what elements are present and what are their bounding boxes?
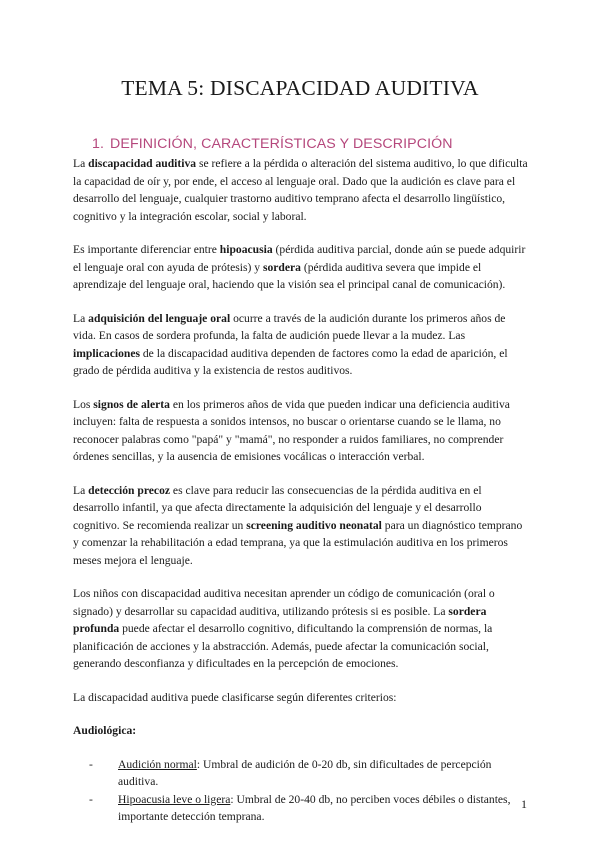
classification-list [73, 756, 530, 826]
text-run: La [73, 311, 89, 325]
paragraph-hipoacusia-sordera [73, 241, 530, 294]
bold-term: detección precoz [88, 483, 171, 497]
list-term: Audición normal [118, 757, 197, 771]
bold-term: sordera [262, 260, 301, 274]
body-text [73, 155, 530, 826]
text-run: es clave para reducir las consecuencias de la pérdida auditiva en el desarrollo infantil, ya que afecta directamente la adquisición del lenguaje y el desarrollo cognitivo. Se recomienda realizar un [73, 483, 482, 532]
paragraph-definition [73, 155, 530, 225]
bold-term: adquisición del lenguaje oral [88, 311, 231, 325]
text-run: se refiere a la pérdida o alteración del sistema auditivo, lo que dificulta la capacidad de oír y, por ende, el acceso al lenguaje oral. Dado que la audición es clave para el desarrollo del lenguaje, cualquier trastorno auditivo temprano afecta el desarrollo lingüístico, cognitivo y la integración escolar, social y laboral. [73, 157, 528, 223]
list-item [73, 791, 530, 826]
text-run: en los primeros años de vida que pueden indicar una deficiencia auditiva incluyen: falta de respuesta a sonidos intensos, no buscar o orientarse cuando se le llama, no reconocer palabras como "papá" y "mamá", no responder a ruidos familiares, no comprender órdenes sencillas, y la ausencia de emisiones vocálicas o interacción verbal. [73, 397, 510, 463]
paragraph-codigo-comunicacion [73, 585, 530, 673]
text-run: Los [73, 397, 94, 411]
text-run: puede afectar el desarrollo cognitivo, dificultando la comprensión de normas, la planificación de acciones y la abstracción. Además, puede afectar la comunicación social, generando desconfianza y dificultades en la percepción de emociones. [73, 622, 493, 670]
section-title: DEFINICIÓN, CARACTERÍSTICAS Y DESCRIPCIÓN [110, 136, 453, 152]
text-run: para un diagnóstico temprano y comenzar la rehabilitación a edad temprana, ya que la estimulación auditiva en los primeros meses mejora el lenguaje. [73, 518, 523, 567]
text-run: La [73, 483, 89, 497]
text-run: La [73, 157, 89, 170]
paragraph-adquisicion [73, 310, 530, 380]
text-run: (pérdida auditiva parcial, donde aún se puede adquirir el lenguaje oral con ayuda de prótesis) y [73, 243, 526, 274]
paragraph-clasificacion: La discapacidad auditiva puede clasificarse según diferentes criterios: [73, 690, 397, 704]
bold-term: hipoacusia [219, 243, 273, 256]
document-title: TEMA 5: DISCAPACIDAD AUDITIVA [121, 76, 479, 100]
list-text: : Umbral de 20-40 db, no perciben voces débiles o distantes, importante detección temprana. [118, 792, 511, 823]
bold-term: sordera profunda [73, 604, 487, 635]
text-run: Es importante diferenciar entre [73, 243, 220, 256]
text-run: de la discapacidad auditiva dependen de factores como la edad de aparición, el grado de pérdida auditiva y la existencia de restos auditivos. [73, 346, 508, 377]
list-dash: - [89, 757, 93, 771]
section-number: 1. [92, 136, 105, 152]
text-run: ocurre a través de la audición durante los primeros años de vida. En casos de sordera profunda, la falta de audición puede llevar a la mudez. Las [73, 311, 506, 342]
list-term: Hipoacusia leve o ligera [118, 792, 231, 806]
bold-term: implicaciones [73, 346, 140, 360]
paragraph-signos-alerta [73, 396, 530, 466]
page-number: 1 [521, 797, 527, 811]
section-heading [92, 136, 453, 152]
subheading-audiologica: Audiológica: [73, 724, 137, 737]
paragraph-deteccion-precoz [73, 482, 530, 570]
bold-term: discapacidad auditiva [88, 157, 197, 170]
text-run: Los niños con discapacidad auditiva necesitan aprender un código de comunicación (oral o signado) y desarrollar su capacidad auditiva, utilizando prótesis si es posible. La [73, 587, 495, 618]
list-text: : Umbral de audición de 0-20 db, sin dificultades de percepción auditiva. [118, 757, 492, 788]
list-dash: - [89, 792, 93, 806]
bold-term: screening auditivo neonatal [246, 518, 382, 532]
bold-term: signos de alerta [93, 397, 170, 411]
list-item [73, 756, 530, 791]
text-run: (pérdida auditiva severa que impide el aprendizaje del lenguaje oral, haciendo que la visión sea el principal canal de comunicación). [73, 260, 506, 291]
